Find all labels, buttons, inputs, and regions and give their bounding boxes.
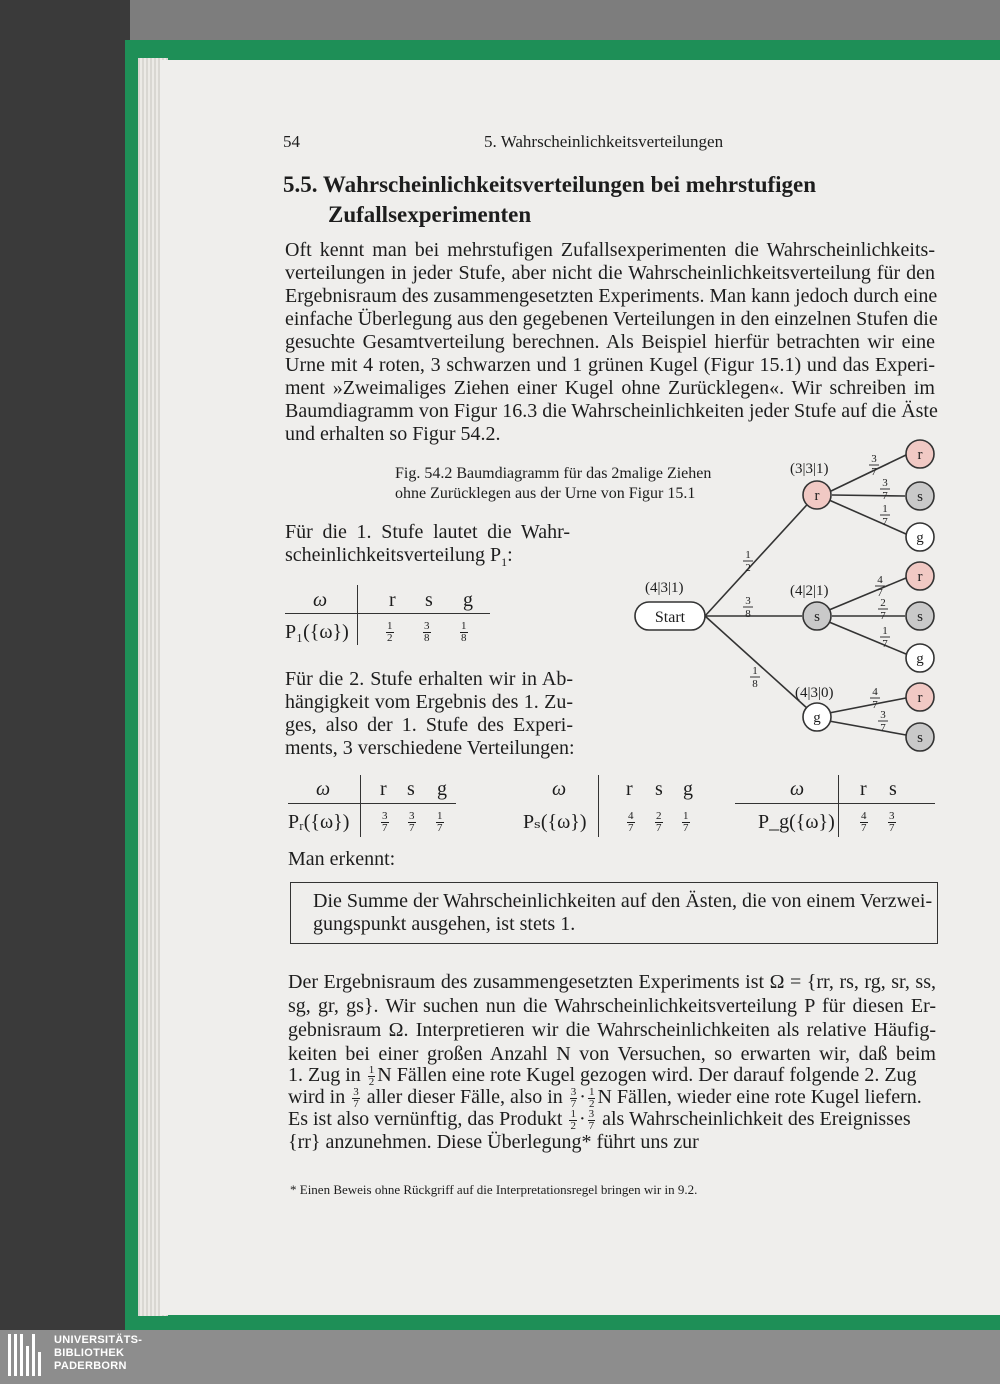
text-line: Oft kennt man bei mehrstufigen Zufallsexperimenten die Wahrscheinlichkeits- bbox=[285, 239, 935, 261]
page-number: 54 bbox=[283, 132, 300, 151]
text-line: gebnisraum Ω. Interpretieren wir die Wahrscheinlichkeiten als relative Häufig- bbox=[288, 1019, 936, 1041]
table-vline bbox=[838, 775, 839, 837]
frac-num: 3 bbox=[588, 1107, 595, 1120]
cell-num: 4 bbox=[861, 809, 867, 822]
prob-gs bbox=[878, 709, 888, 734]
prob-num: 3 bbox=[871, 453, 877, 465]
prob-num: 1 bbox=[752, 665, 758, 677]
logo-bars-icon bbox=[8, 1334, 44, 1376]
prob-start-r bbox=[743, 549, 753, 574]
cell-den: 7 bbox=[409, 821, 415, 834]
cell-den: 7 bbox=[628, 821, 634, 834]
leaf-rr-label: r bbox=[917, 447, 923, 463]
prob-rr bbox=[869, 453, 879, 478]
cell bbox=[886, 809, 898, 834]
prob-den: 7 bbox=[882, 638, 888, 650]
row-label: P₁({ω}) bbox=[285, 621, 349, 643]
leaf-gr-label: r bbox=[917, 690, 923, 706]
col-r: r bbox=[626, 778, 633, 800]
frac-num: 1 bbox=[570, 1107, 576, 1120]
stage1-line2 bbox=[285, 543, 513, 574]
stage2-line: ges, also der 1. Stufe des Experi- bbox=[285, 714, 573, 736]
node-g-label: g bbox=[813, 710, 821, 726]
cell bbox=[680, 809, 692, 834]
prob-num: 4 bbox=[872, 686, 878, 698]
prob-num: 3 bbox=[745, 595, 751, 607]
cell bbox=[625, 809, 637, 834]
prob-den: 2 bbox=[745, 562, 751, 574]
stage1-sub: 1 bbox=[501, 555, 508, 569]
cell-num: 3 bbox=[424, 619, 430, 632]
frac-den: 7 bbox=[353, 1097, 359, 1110]
frac-den: 7 bbox=[570, 1097, 577, 1110]
frac-den: 7 bbox=[588, 1119, 595, 1132]
library-line3: PADERBORN bbox=[54, 1360, 127, 1372]
cell-den: 2 bbox=[387, 631, 393, 644]
omega-header: ω bbox=[790, 778, 805, 800]
text-line: {rr} anzunehmen. Diese Überlegung* führt uns zur bbox=[288, 1131, 699, 1153]
prob-num: 2 bbox=[880, 597, 886, 609]
prob-den: 7 bbox=[882, 516, 888, 528]
prob-num: 3 bbox=[880, 709, 886, 721]
stage2-line: Für die 2. Stufe erhalten wir in Ab- bbox=[285, 668, 573, 690]
text-line: und erhalten so Figur 54.2. bbox=[285, 423, 501, 445]
section-title: 5.5. Wahrscheinlichkeitsverteilungen bei mehrstufigen bbox=[283, 172, 817, 197]
library-line2: BIBLIOTHEK bbox=[54, 1347, 125, 1359]
running-head: 5. Wahrscheinlichkeitsverteilungen bbox=[484, 132, 724, 151]
table-vline bbox=[598, 775, 599, 837]
node-r-label: r bbox=[814, 488, 820, 504]
col-g: g bbox=[437, 778, 447, 800]
prob-gr bbox=[870, 686, 880, 711]
text-line: ment »Zweimaliges Ziehen einer Kugel ohne Zurücklegen«. Wir schreiben im bbox=[285, 377, 935, 399]
text-line: Es ist also vernünftig, das Produkt $\frac{1}{2}$ · $\frac{3}{7}$ als Wahrscheinlichkeit des Ereignisses bbox=[288, 1107, 911, 1132]
col-r: r bbox=[860, 778, 867, 800]
node-s-label: s bbox=[814, 609, 820, 625]
cell bbox=[379, 809, 391, 834]
cell-den: 7 bbox=[437, 821, 443, 834]
omega-header: ω bbox=[316, 778, 331, 800]
text-part: wird in bbox=[288, 1086, 346, 1108]
prob-sr bbox=[875, 574, 885, 599]
cell-den: 8 bbox=[424, 631, 430, 644]
leaf-gs-label: s bbox=[917, 730, 923, 746]
cell bbox=[653, 809, 665, 834]
prob-rs bbox=[880, 477, 890, 502]
text-line: einfache Überlegung aus den gegebenen Verteilungen in den einzelnen Stufen die bbox=[285, 308, 938, 330]
leaf-rs-label: s bbox=[917, 489, 923, 505]
text-line: verteilungen in jeder Stufe, aber nicht die Wahrscheinlichkeitsverteilung für den bbox=[285, 262, 935, 284]
cell bbox=[434, 809, 446, 834]
table-hline bbox=[288, 803, 456, 804]
node-r-state: (3|3|1) bbox=[790, 461, 829, 477]
prob-den: 8 bbox=[745, 608, 751, 620]
omega-header: ω bbox=[313, 589, 328, 611]
col-s: s bbox=[407, 778, 415, 800]
stage1-colon: : bbox=[507, 544, 513, 566]
cell bbox=[384, 619, 396, 644]
text-part: 1. Zug in bbox=[288, 1064, 361, 1086]
library-name bbox=[54, 1334, 142, 1373]
text-line: Der Ergebnisraum des zusammengesetzten Experiments ist Ω = {rr, rs, rg, sr, ss, bbox=[288, 971, 936, 993]
frac-den: 2 bbox=[570, 1119, 576, 1132]
text-part: N Fällen eine rote Kugel gezogen wird. Der darauf folgende 2. Zug bbox=[377, 1064, 917, 1086]
col-s: s bbox=[655, 778, 663, 800]
cell bbox=[406, 809, 418, 834]
frac-num: 3 bbox=[570, 1085, 577, 1098]
prob-num: 3 bbox=[882, 477, 888, 489]
leaf-sg-label: g bbox=[916, 651, 924, 667]
node-s-state: (4|2|1) bbox=[790, 583, 829, 599]
branch-sg bbox=[829, 622, 906, 654]
prob-den: 7 bbox=[872, 699, 878, 711]
node-g-state: (4|3|0) bbox=[795, 685, 834, 701]
branch-rg bbox=[829, 500, 906, 534]
box-line: gungspunkt ausgehen, ist stets 1. bbox=[313, 913, 576, 935]
prob-num: 1 bbox=[745, 549, 751, 561]
leaf-sr-label: r bbox=[917, 569, 923, 585]
text-line: Ergebnisraum des zusammengesetzten Experiments. Man kann jedoch durch eine bbox=[285, 285, 938, 307]
row-label: P_g({ω}) bbox=[758, 811, 835, 833]
branch-sr bbox=[829, 578, 906, 610]
cell bbox=[421, 619, 433, 644]
prob-den: 7 bbox=[882, 490, 888, 502]
cell bbox=[458, 619, 470, 644]
cell-num: 1 bbox=[683, 809, 689, 822]
prob-den: 7 bbox=[877, 587, 883, 599]
library-line1: UNIVERSITÄTS- bbox=[54, 1334, 143, 1346]
prob-start-g bbox=[750, 665, 760, 690]
frac-num: 1 bbox=[368, 1063, 375, 1076]
box-line: Die Summe der Wahrscheinlichkeiten auf den Ästen, die von einem Verzwei- bbox=[313, 890, 933, 912]
prob-num: 1 bbox=[882, 503, 888, 515]
prob-den: 7 bbox=[871, 466, 877, 478]
col-r: r bbox=[389, 589, 396, 611]
cell-num: 3 bbox=[382, 809, 388, 822]
prob-ss bbox=[878, 597, 888, 622]
branch-start-g bbox=[705, 616, 808, 709]
table-vline bbox=[357, 585, 358, 645]
text-line: Urne mit 4 roten, 3 schwarzen und 1 grünen Kugel (Figur 15.1) und das Experi- bbox=[285, 354, 935, 376]
cell-den: 7 bbox=[683, 821, 689, 834]
col-s: s bbox=[889, 778, 897, 800]
frac-num: 1 bbox=[588, 1085, 595, 1098]
frac-den: 2 bbox=[588, 1097, 595, 1110]
cell-den: 8 bbox=[461, 631, 467, 644]
branch-gs bbox=[829, 721, 906, 735]
stage2-line: ments, 3 verschiedene Verteilungen: bbox=[285, 737, 575, 759]
man-erkennt: Man erkennt: bbox=[288, 848, 396, 870]
cell-num: 1 bbox=[387, 619, 393, 632]
cell-num: 1 bbox=[461, 619, 467, 632]
start-label: Start bbox=[654, 609, 686, 626]
figure-caption: Fig. 54.2 Baumdiagramm für das 2malige Ziehen bbox=[395, 465, 712, 482]
leaf-rg-label: g bbox=[916, 530, 924, 546]
text-line: Baumdiagramm von Figur 16.3 die Wahrscheinlichkeiten jeder Stufe auf die Äste bbox=[285, 400, 938, 422]
cell-num: 2 bbox=[656, 809, 662, 822]
prob-den: 8 bbox=[752, 678, 758, 690]
prob-den: 7 bbox=[880, 610, 886, 622]
col-g: g bbox=[463, 589, 473, 611]
cell-num: 3 bbox=[409, 809, 415, 822]
cell-den: 7 bbox=[861, 821, 867, 834]
table-hline bbox=[735, 803, 935, 804]
row-label: Pᵣ({ω}) bbox=[288, 811, 350, 833]
text-part: Es ist also vernünftig, das Produkt bbox=[288, 1108, 563, 1130]
frac-num: 3 bbox=[353, 1085, 359, 1098]
col-r: r bbox=[380, 778, 387, 800]
leaf-ss-label: s bbox=[917, 609, 923, 625]
branch-rr bbox=[829, 455, 906, 492]
prob-num: 4 bbox=[877, 574, 883, 586]
scanner-dark-margin bbox=[0, 0, 130, 1330]
stage2-line: hängigkeit vom Ergebnis des 1. Zu- bbox=[285, 691, 573, 713]
cell-den: 7 bbox=[656, 821, 662, 834]
frac-den: 2 bbox=[368, 1075, 375, 1088]
figure-caption-cont: ohne Zurücklegen aus der Urne von Figur 15.1 bbox=[395, 485, 696, 502]
start-state: (4|3|1) bbox=[645, 580, 684, 596]
cell-den: 7 bbox=[889, 821, 895, 834]
section-title-cont: Zufallsexperimenten bbox=[328, 202, 532, 227]
cell-num: 3 bbox=[889, 809, 895, 822]
col-g: g bbox=[683, 778, 693, 800]
text-line: sg, gr, gs}. Wir suchen nun die Wahrscheinlichkeitsverteilung P für diesen Er- bbox=[288, 995, 936, 1017]
text-part: als Wahrscheinlichkeit des Ereignisses bbox=[602, 1108, 911, 1130]
text-part: N Fällen, wieder eine rote Kugel liefern. bbox=[597, 1086, 922, 1108]
cell-num: 1 bbox=[437, 809, 443, 822]
stage1-line1: Für die 1. Stufe lautet die Wahr- bbox=[285, 521, 570, 543]
branch-gr bbox=[829, 698, 906, 713]
cell-den: 7 bbox=[382, 821, 388, 834]
table-hline bbox=[285, 613, 490, 614]
tree-diagram bbox=[600, 430, 950, 760]
prob-den: 7 bbox=[880, 722, 886, 734]
text-line: gesuchte Gesamtverteilung berechnen. Als Beispiel hierfür betrachten wir eine bbox=[285, 331, 935, 353]
cell-num: 4 bbox=[628, 809, 634, 822]
row-label: Pₛ({ω}) bbox=[523, 811, 587, 833]
cell bbox=[858, 809, 870, 834]
col-s: s bbox=[425, 589, 433, 611]
prob-num: 1 bbox=[882, 625, 888, 637]
branch-rs bbox=[832, 495, 905, 496]
stage1-text: scheinlichkeitsverteilung P bbox=[285, 544, 502, 566]
text-line: keiten bei einer großen Anzahl N von Versuchen, so erwarten wir, daß beim bbox=[288, 1043, 936, 1065]
prob-rg bbox=[880, 503, 890, 528]
footnote: * Einen Beweis ohne Rückgriff auf die Interpretationsregel bringen wir in 9.2. bbox=[290, 1182, 698, 1197]
library-logo bbox=[8, 1334, 168, 1378]
text-part: aller dieser Fälle, also in bbox=[366, 1086, 563, 1108]
omega-header: ω bbox=[552, 778, 567, 800]
text-line: wird in $\frac{3}{7}$ aller dieser Fälle, also in $\frac{3}{7}$ · $\frac{1}{2}$ N Fällen, wieder eine rote Kugel liefern. bbox=[288, 1085, 922, 1110]
table-vline bbox=[360, 775, 361, 837]
